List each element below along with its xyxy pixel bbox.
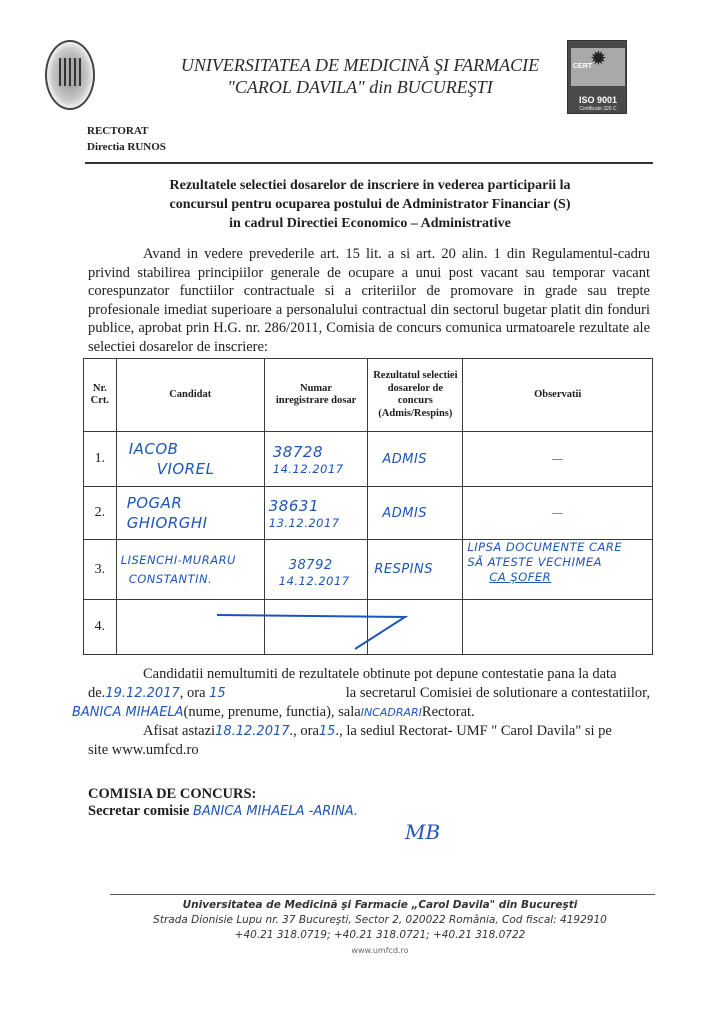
candidate-firstname: VIOREL	[156, 460, 215, 478]
observations-line-2: SĂ ATESTE VECHIMEA	[467, 555, 603, 569]
appeal-room: INCADRARI	[360, 706, 422, 719]
candidate-cell	[116, 540, 264, 600]
observations-line-3: CA ŞOFER	[489, 570, 552, 584]
header-registration: Numar inregistrare dosar	[264, 359, 368, 432]
registration-number: 38728	[272, 442, 323, 461]
certind-star-icon: ✹	[590, 48, 607, 70]
registration-cell	[264, 487, 368, 540]
table-row	[84, 432, 653, 487]
badge-standard: ISO 9001	[578, 95, 618, 105]
observations-value: —	[551, 452, 564, 466]
commission-heading: COMISIA DE CONCURS:	[88, 786, 257, 802]
candidate-firstname: CONSTANTIN.	[128, 571, 213, 586]
department-runos: Directia RUNOS	[87, 141, 166, 153]
intro-paragraph	[88, 245, 650, 356]
registration-cell	[264, 432, 368, 487]
footer-phones: +40.21 318.0719; +40.21 318.0721; +40.21 318.0722	[234, 929, 526, 941]
department-rectorat: RECTORAT	[87, 125, 149, 137]
candidate-cell	[116, 432, 264, 487]
appeal-deadline-time: 15	[209, 686, 226, 701]
result-cell	[368, 540, 463, 600]
footer-university: Universitatea de Medicină şi Farmacie „Carol Davila" din Bucureşti	[182, 899, 578, 911]
appeal-text-3: , ora	[179, 685, 206, 701]
result-cell	[368, 487, 463, 540]
observations-cell	[463, 600, 653, 655]
row-nr: 2.	[84, 487, 117, 540]
candidate-cell	[116, 487, 264, 540]
row-nr: 4.	[84, 600, 117, 655]
badge-certificate: Certificate 326 C	[579, 106, 617, 112]
result-value: RESPINS	[374, 562, 433, 577]
registration-date: 13.12.2017	[268, 515, 340, 530]
posted-website: site www.umfcd.ro	[88, 742, 199, 758]
appeal-text-1: Candidatii nemultumiti de rezultatele obtinute pot depune contestatie pana la data	[143, 666, 617, 682]
registration-number: 38792	[288, 557, 333, 573]
appeal-text-6: Rectorat.	[421, 704, 475, 720]
appeal-secretary-name: BANICA MIHAELA	[72, 705, 184, 720]
header-candidate: Candidat	[116, 359, 264, 432]
result-value: ADMIS	[382, 451, 428, 467]
posted-text-1: Afisat astazi	[143, 723, 216, 739]
title-line-1: Rezultatele selectiei dosarelor de inscriere in vederea participarii la	[169, 178, 571, 193]
secretary-name: BANICA MIHAELA -ARINA.	[192, 804, 359, 819]
title-line-2: concursul pentru ocuparea postului de Administrator Financiar (S)	[169, 197, 571, 212]
header-observations: Observatii	[463, 359, 653, 432]
badge-brand: CERT	[573, 63, 593, 70]
footer	[100, 898, 660, 958]
iso-certification-badge	[567, 40, 627, 114]
signature: MB	[405, 820, 441, 844]
footer-address: Strada Dionisie Lupu nr. 37 Bucureşti, Sector 2, 020022 România, Cod fiscal: 4192910	[153, 914, 607, 926]
header-divider	[85, 162, 653, 164]
observations-value: —	[551, 506, 564, 520]
observations-line-1: LIPSA DOCUMENTE CARE	[467, 540, 623, 554]
appeal-text-2: de.	[88, 685, 106, 701]
registration-date: 14.12.2017	[278, 573, 350, 588]
posted-text-2: ., ora	[289, 723, 319, 739]
posted-date: 18.12.2017	[215, 724, 290, 739]
title-line-3: in cadrul Directiei Economico – Administrative	[229, 216, 511, 231]
university-seal-icon	[45, 40, 95, 110]
registration-cell	[264, 540, 368, 600]
header-nr: Nr. Crt.	[84, 359, 117, 432]
row-nr: 3.	[84, 540, 117, 600]
appeal-text-4: la secretarul Comisiei de solutionare a contestatiilor,	[345, 685, 650, 701]
table-row	[84, 540, 653, 600]
row-nr: 1.	[84, 432, 117, 487]
observations-cell	[463, 487, 653, 540]
result-cell	[368, 432, 463, 487]
candidate-surname: POGAR	[126, 494, 183, 512]
strike-through-mark	[215, 605, 445, 655]
appeal-paragraph	[72, 665, 650, 760]
document-title	[120, 176, 620, 233]
footer-divider	[110, 894, 655, 895]
strike-through-stroke	[217, 615, 405, 649]
candidate-surname: IACOB	[128, 440, 179, 458]
secretary-label: Secretar comisie	[88, 803, 190, 819]
posted-text-3: ., la sediul Rectorat- UMF " Carol Davila" si pe	[335, 723, 612, 739]
observations-cell	[463, 432, 653, 487]
registration-date: 14.12.2017	[272, 461, 344, 476]
appeal-text-5: (nume, prenume, functia), sala	[183, 704, 361, 720]
intro-text: Avand in vedere prevederile art. 15 lit. a si art. 20 alin. 1 din Regulamentul-cadru privind stabilirea principiilor generale de ocupare a unui post vacant sau temporar vacant corespunzator functiilor contractuale si a criteriilor de promovare in grade sau trepte profesionale imediat superioare a personalului contractual din sectorul bugetar platit din fonduri publice, aprobat prin H.G. nr. 286/2011, Comisia de concurs comunica urmatoarele rezultate ale selectiei dosarelor de inscriere:	[88, 246, 650, 355]
candidate-firstname: GHIORGHI	[126, 514, 208, 532]
observations-cell	[463, 540, 653, 600]
header-result: Rezultatul selectiei dosarelor de concurs (Admis/Respins)	[368, 359, 463, 432]
university-name	[150, 54, 570, 98]
registration-number: 38631	[268, 496, 319, 515]
university-line-1: UNIVERSITATEA DE MEDICINĂ ŞI FARMACIE	[180, 55, 540, 75]
commission-block	[88, 786, 358, 820]
footer-website: www.umfcd.ro	[351, 946, 409, 955]
table-header-row	[84, 359, 653, 432]
candidate-surname: LISENCHI-MURARU	[120, 552, 236, 567]
appeal-deadline-date: 19.12.2017	[105, 686, 180, 701]
posted-time: 15	[318, 724, 336, 739]
table-row	[84, 487, 653, 540]
university-line-2: "CAROL DAVILA" din BUCUREŞTI	[227, 77, 493, 97]
result-value: ADMIS	[382, 505, 428, 521]
